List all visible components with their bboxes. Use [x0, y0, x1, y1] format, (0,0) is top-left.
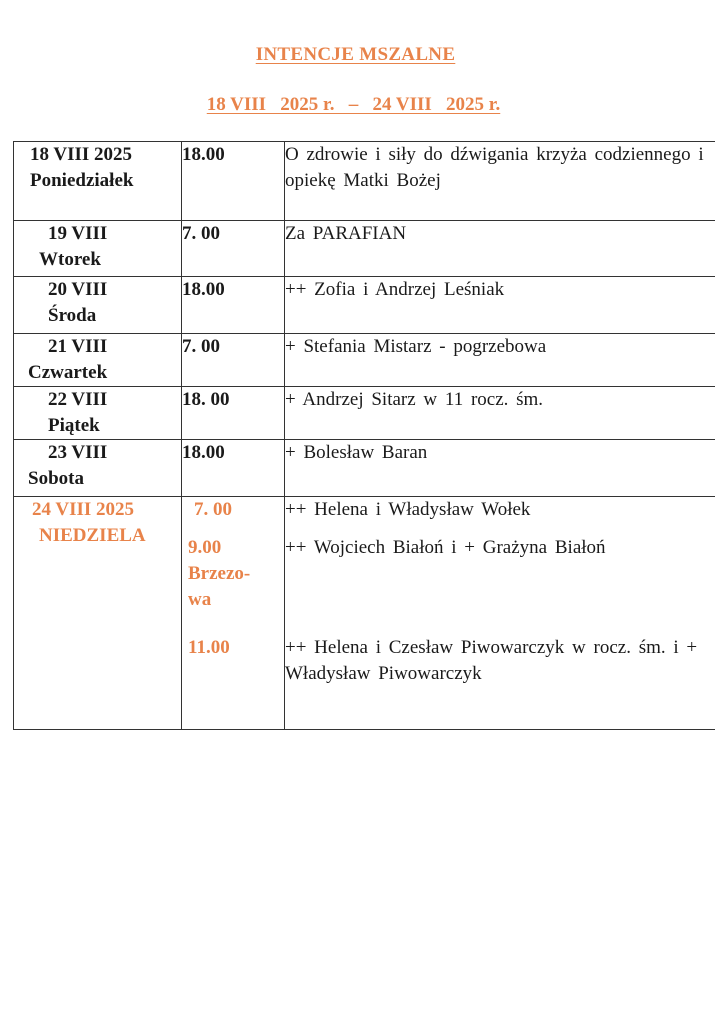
day-cell [14, 142, 182, 221]
day-date: 20 VIII [48, 279, 108, 300]
mass-time: 18.00 [182, 440, 285, 497]
mass-intention: ++ Wojciech Białoń i + Grażyna Białoń [285, 537, 606, 558]
day-cell [14, 277, 182, 334]
page-title: INTENCJE MSZALNE [255, 44, 456, 65]
date-range: 18 VIII 2025 r. – 24 VIII 2025 r. [206, 94, 501, 115]
mass-time: 9.00 [188, 537, 222, 558]
day-cell [14, 334, 182, 387]
mass-time: 11.00 [188, 637, 230, 658]
mass-time: 7. 00 [182, 221, 285, 277]
day-cell [14, 387, 182, 440]
day-date: 24 VIII 2025 [32, 499, 135, 520]
mass-time: 18.00 [182, 142, 285, 221]
mass-time-cell [182, 497, 285, 730]
day-name: NIEDZIELA [39, 525, 146, 546]
day-name: Poniedziałek [30, 170, 134, 191]
table-row [14, 497, 715, 730]
day-date: 22 VIII [48, 389, 108, 410]
day-date: 21 VIII [48, 336, 108, 357]
day-name: Sobota [28, 468, 84, 489]
table-row [14, 277, 715, 334]
day-date: 23 VIII [48, 442, 108, 463]
table-row [14, 387, 715, 440]
day-name: Czwartek [28, 362, 108, 383]
day-cell [14, 497, 182, 730]
day-name: Środa [48, 305, 97, 326]
day-name: Piątek [48, 415, 100, 436]
mass-intention: O zdrowie i siły do dźwigania krzyża codziennego i opiekę Matki Bożej [285, 142, 715, 221]
mass-intention: Za PARAFIAN [285, 221, 715, 277]
mass-time: 18.00 [182, 277, 285, 334]
mass-intention: + Bolesław Baran [285, 440, 715, 497]
mass-intention: ++ Zofia i Andrzej Leśniak [285, 277, 715, 334]
table-row [14, 142, 715, 221]
day-cell [14, 440, 182, 497]
day-date: 18 VIII 2025 [30, 144, 133, 165]
mass-intention: ++ Helena i Czesław Piwowarczyk w rocz. śm. i + Władysław Piwowarczyk [285, 637, 698, 684]
mass-intention: + Stefania Mistarz - pogrzebowa [285, 334, 715, 387]
mass-intention: + Andrzej Sitarz w 11 rocz. śm. [285, 387, 715, 440]
mass-time: 7. 00 [182, 334, 285, 387]
mass-intention-cell [285, 497, 715, 730]
day-name: Wtorek [39, 249, 101, 270]
table-row [14, 440, 715, 497]
mass-intention: ++ Helena i Władysław Wołek [285, 499, 531, 520]
intentions-table [13, 141, 715, 730]
mass-location: Brzezo-wa [188, 563, 251, 610]
table-row [14, 221, 715, 277]
table-row [14, 334, 715, 387]
day-date: 19 VIII [48, 223, 108, 244]
day-cell [14, 221, 182, 277]
mass-time: 7. 00 [194, 499, 232, 520]
mass-time: 18. 00 [182, 387, 285, 440]
